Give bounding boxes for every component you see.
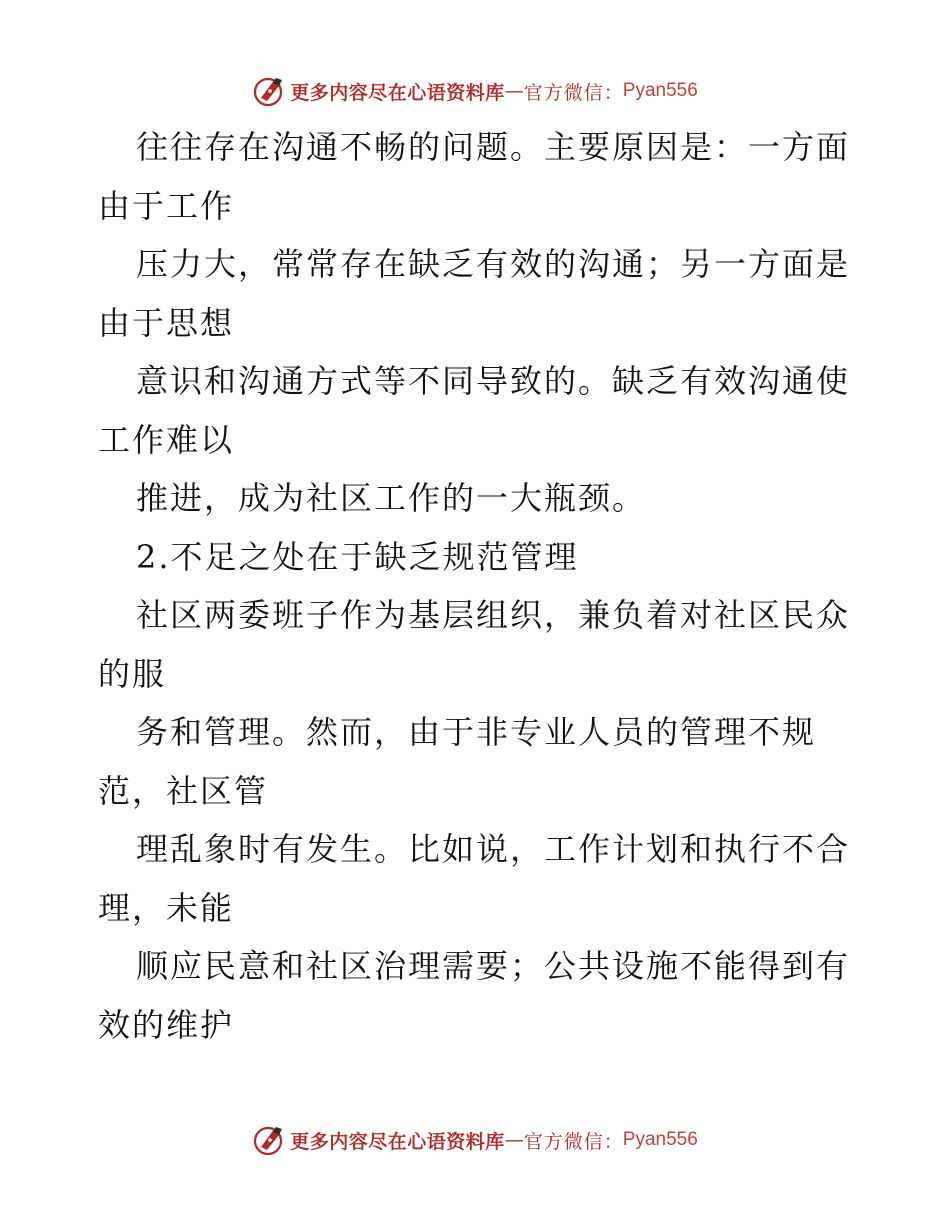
text-line: 由于工作 — [98, 186, 235, 225]
footer-wechat-label: 官方微信 — [523, 1130, 604, 1153]
text-line: 范，社区管 — [98, 771, 269, 810]
footer-banner — [0, 1123, 950, 1157]
header-dash: — — [504, 80, 524, 102]
text-line: 的服 — [98, 654, 167, 693]
text-line: 往往存在沟通不畅的问题。主要原因是：一方面 — [136, 128, 851, 166]
text-line: 务和管理。然而，由于非专业人员的管理不规 — [136, 713, 817, 751]
header-wechat-id: Pyan556 — [622, 80, 698, 101]
section-heading: 2.不足之处在于缺乏规范管理 — [136, 537, 579, 576]
header-wechat-label: 官方微信 — [523, 81, 604, 104]
text-line: 社区两委班子作为基层组织，兼负着对社区民众 — [136, 596, 851, 634]
header-banner — [0, 74, 950, 108]
text-line: 由于思想 — [98, 303, 235, 342]
text-line: 顺应民意和社区治理需要；公共设施不能得到有 — [136, 947, 851, 985]
footer-site-name: 更多内容尽在心语资料库 — [290, 1130, 505, 1153]
header-colon: ： — [603, 81, 623, 104]
pen-nib-logo-icon — [252, 1123, 286, 1157]
body-text — [98, 118, 858, 1054]
footer-wechat-id: Pyan556 — [622, 1129, 698, 1150]
text-line: 工作难以 — [98, 420, 235, 459]
footer-dash: — — [504, 1129, 524, 1151]
text-line: 推进，成为社区工作的一大瓶颈。 — [136, 479, 647, 517]
footer-colon: ： — [603, 1130, 623, 1153]
text-line: 效的维护 — [98, 1005, 235, 1044]
text-line: 理乱象时有发生。比如说，工作计划和执行不合 — [136, 830, 851, 868]
pen-nib-logo-icon — [252, 74, 286, 108]
text-line: 理，未能 — [98, 888, 235, 927]
text-line: 意识和沟通方式等不同导致的。缺乏有效沟通使 — [136, 362, 851, 400]
header-site-name: 更多内容尽在心语资料库 — [290, 81, 505, 104]
text-line: 压力大，常常存在缺乏有效的沟通；另一方面是 — [136, 245, 851, 283]
